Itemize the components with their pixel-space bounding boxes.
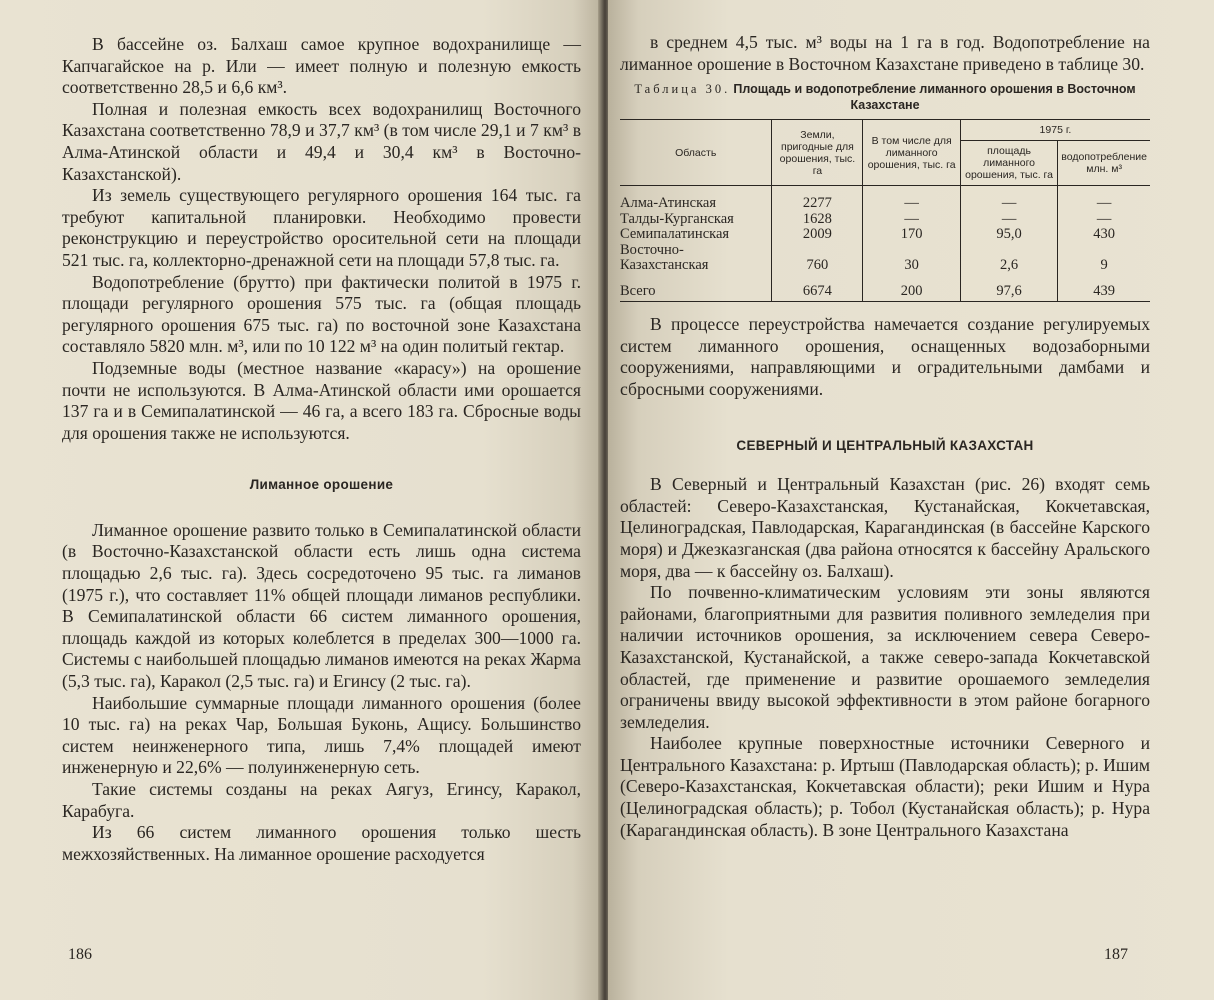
paragraph: Наиболее крупные поверхностные источники Северного и Центрального Казахстана: р. Иртыш (Павлодарская область); р. Ишим (Северо-Казахстанская, Кокчетавская области); реки Ишим и Нура (Целиноградская область); р. Тобол (Кустанайская область); р. Нура (Карагандинская область). В зоне Центрального Казахстана xyxy=(620,733,1150,840)
paragraph: В процессе переустройства намечается создание регулируемых систем лиманного орошения, оснащенных водозаборными сооружениями, направляющими и оградительными дамбами и сбросными сооружениями. xyxy=(620,314,1150,399)
data-table xyxy=(620,119,1150,302)
table-cell: Всего xyxy=(620,274,772,302)
paragraph: Лиманное орошение развито только в Семипалатинской области (в Восточно-Казахстанской области есть лишь одна система площадью 2,6 тыс. га). Здесь сосредоточено 95 тыс. га лиманов (1975 г.), что составляет 11% общей площади лиманов республики. В Семипалатинской области 66 систем лиманного орошения, площадь каждой из которых колеблется в пределах 300—1000 га. Системы с наибольшей площадью лиманов имеются на реках Жарма (5,3 тыс. га), Каракол (2,5 тыс. га) и Егинсу (2 тыс. га). xyxy=(62,519,581,692)
table-cell: 2,6 xyxy=(960,243,1057,274)
table-row xyxy=(620,212,1150,228)
table-row xyxy=(620,186,1150,212)
table-cell: — xyxy=(960,212,1057,228)
table-cell: 9 xyxy=(1100,257,1108,274)
page-number: 187 xyxy=(1104,946,1128,963)
table-cell: 439 xyxy=(1058,274,1150,302)
table-cell: — xyxy=(960,186,1057,212)
section-heading: Лиманное орошение xyxy=(249,477,394,493)
paragraph: В Северный и Центральный Казахстан (рис. 26) входят семь областей: Северо-Казахстанская, Кустанайская, Кокчетавская, Целиноградская, Павлодарская, Карагандинская (в бассейне Карского моря) и Джезказганская (два района относятся к бассейну Аральского моря, два — к бассейну оз. Балхаш). xyxy=(620,474,1150,581)
paragraph: Из земель существующего регулярного орошения 164 тыс. га требуют капитальной планировки. Необходимо провести реконструкцию и переустройство оросительной сети на площади 521 тыс. га, коллекторно-дренажной сети на площади 57,8 тыс. га. xyxy=(62,185,581,270)
table-cell: 2277 xyxy=(772,186,863,212)
paragraph: Подземные воды (местное название «карасу») на орошение почти не используются. В Алма-Атинской области ими орошается 137 га и в Семипалатинской — 46 га, а всего 183 га. Сбросные воды для орошения также не используются. xyxy=(62,357,581,443)
table-number: Таблица 30. xyxy=(634,82,731,97)
paragraph: Такие системы созданы на реках Аягуз, Егинсу, Каракол, Карабуга. xyxy=(62,779,581,821)
table-cell: Алма-Атинская xyxy=(620,186,772,212)
paragraph: в среднем 4,5 тыс. м³ воды на 1 га в год. Водопотребление на лиманное орошение в Восточном Казахстане приведено в таблице 30. xyxy=(620,32,1150,74)
column-header: площадь лиманного орошения, тыс. га xyxy=(960,141,1057,186)
paragraph: Наибольшие суммарные площади лиманного орошения (более 10 тыс. га) на реках Чар, Большая Буконь, Ащису. Большинство систем неинженерного типа, лишь 7,4% площадей имеют инженерную и 22,6% — полуинженерную сеть. xyxy=(62,692,581,778)
column-header: 1975 г. xyxy=(960,120,1150,141)
paragraph: По почвенно-климатическим условиям эти зоны являются районами, благоприятными для развития поливного земледелия при наличии источников орошения, за исключением севера Северо-Казахстанской, Кустанайской, а также северо-запада Кокчетавской областей, где применение и развитие орошаемого земледелия ограничены ввиду высокой эффективности в этом районе богарного земледелия. xyxy=(620,582,1150,732)
table-row xyxy=(620,243,1150,274)
column-header: Область xyxy=(620,120,772,186)
table-caption xyxy=(620,81,1150,113)
table-cell: 97,6 xyxy=(960,274,1057,302)
table-cell: 1628 xyxy=(772,212,863,228)
table-cell: Восточно-Казахстанская xyxy=(620,243,772,274)
page-number: 186 xyxy=(68,946,92,963)
table-cell: — xyxy=(1096,195,1112,212)
table-cell: 760 xyxy=(772,243,863,274)
column-header: В том числе для лиманного орошения, тыс. га xyxy=(863,120,960,186)
table-cell: — xyxy=(863,186,960,212)
column-header: Земли, пригодные для орошения, тыс. га xyxy=(772,120,863,186)
table-cell: 30 xyxy=(863,243,960,274)
paragraph: Из 66 систем лиманного орошения только шесть межхозяйственных. На лиманное орошение расходуется xyxy=(62,822,581,864)
left-page xyxy=(0,0,603,1000)
table-cell: 2009 xyxy=(772,227,863,243)
table-cell: 6674 xyxy=(772,274,863,302)
table-cell: 430 xyxy=(1093,226,1116,243)
table-row xyxy=(620,227,1150,243)
table-cell: Талды-Курганская xyxy=(620,212,772,228)
table-cell: 170 xyxy=(863,227,960,243)
section-heading: СЕВЕРНЫЙ И ЦЕНТРАЛЬНЫЙ КАЗАХСТАН xyxy=(736,437,1034,453)
table-cell: — xyxy=(1096,210,1112,227)
table-cell: 95,0 xyxy=(960,227,1057,243)
table-cell: 200 xyxy=(863,274,960,302)
table-cell: — xyxy=(863,212,960,228)
paragraph: Полная и полезная емкость всех водохранилищ Восточного Казахстана соответственно 78,9 и 37,7 км³ (в том числе 29,1 и 7 км³ в Алма-Атинской области и 49,4 и 30,4 км³ в Восточно-Казахстанской). xyxy=(62,98,581,184)
table-row-total xyxy=(620,274,1150,302)
paragraph: В бассейне оз. Балхаш самое крупное водохранилище — Капчагайское на р. Или — имеет полную и полезную емкость соответственно 28,5 и 6,6 км³. xyxy=(62,34,581,98)
column-header: водопотребление млн. м³ xyxy=(1058,141,1150,186)
table-title: Площадь и водопотребление лиманного орошения в Восточном Казахстане xyxy=(733,82,1136,113)
table-cell: Семипалатинская xyxy=(620,227,772,243)
right-page xyxy=(608,0,1214,1000)
paragraph: Водопотребление (брутто) при фактически политой в 1975 г. площади регулярного орошения 575 тыс. га (общая площадь регулярного орошения 675 тыс. га) по восточной зоне Казахстана составляло 5820 млн. м³, или по 10 122 м³ на один политый гектар. xyxy=(62,271,581,357)
